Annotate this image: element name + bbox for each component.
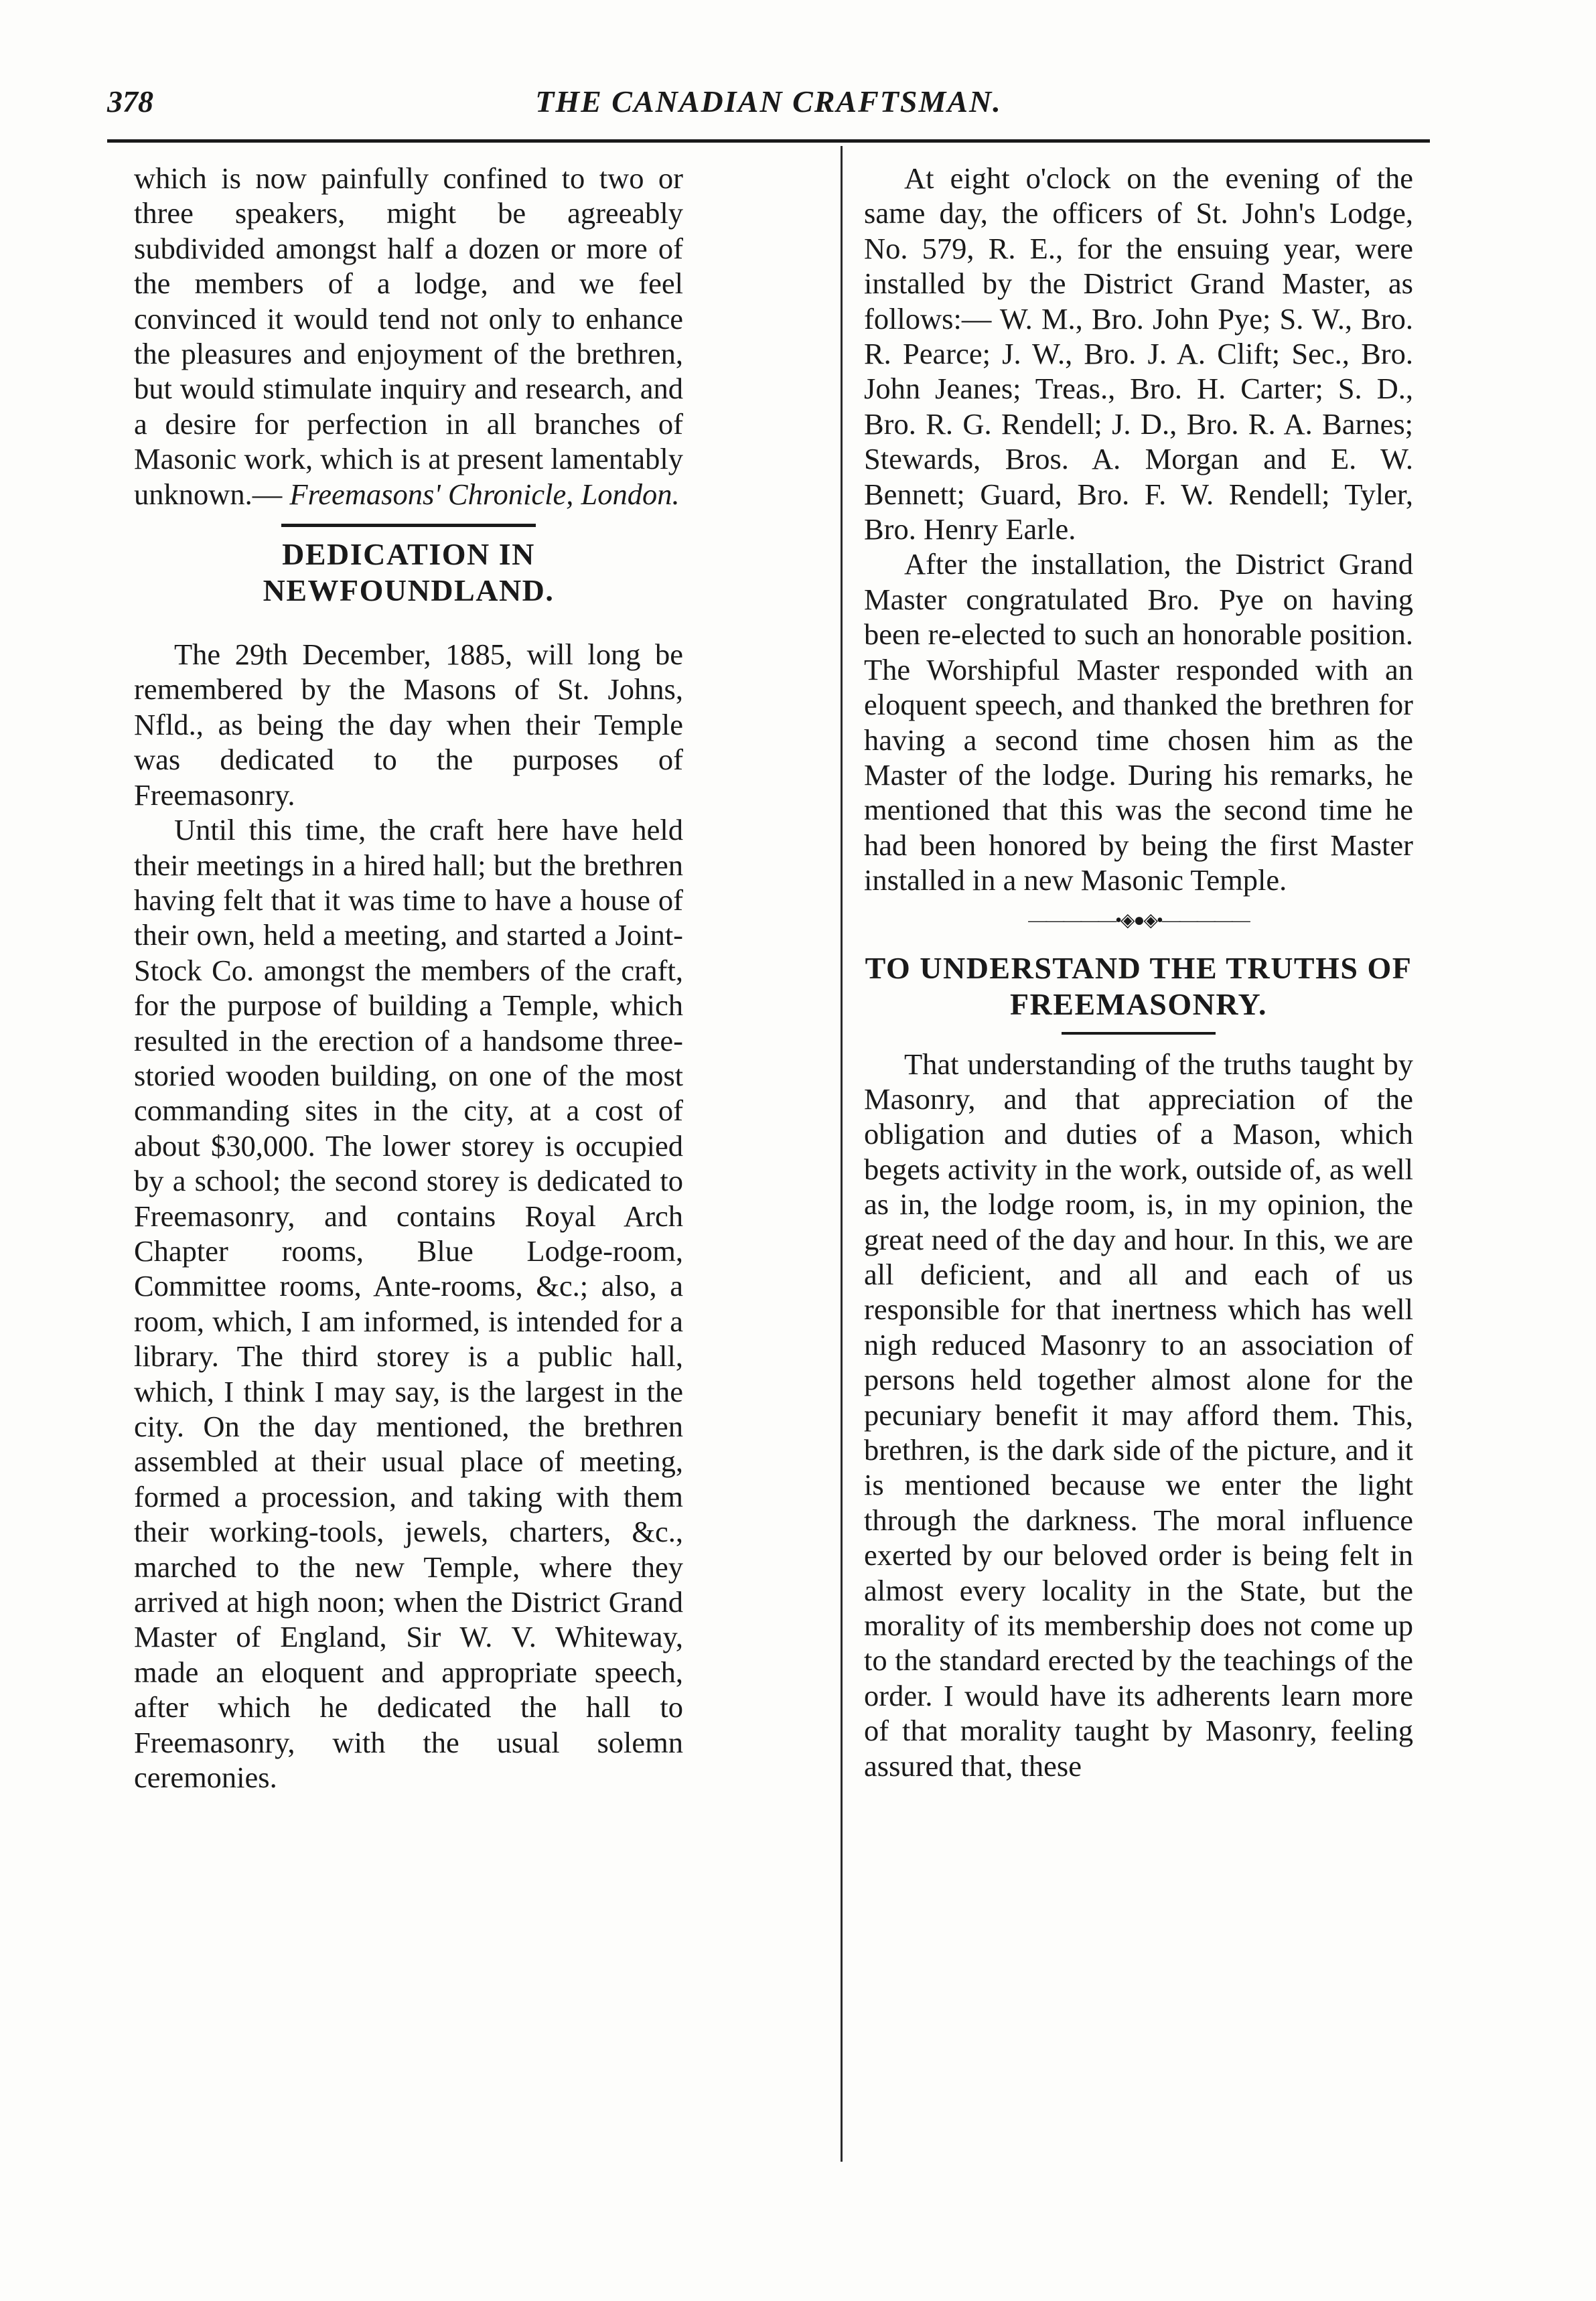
ornamental-divider: —————•◈●◈•————— <box>1028 911 1249 930</box>
ornament-spacer <box>864 937 1413 950</box>
article-heading-truths: TO UNDERSTAND THE TRUTHS OF FREEMASONRY. <box>865 950 1412 1021</box>
article-heading-dedication: DEDICATION IN NEWFOUNDLAND. <box>263 537 555 608</box>
article-paragraph: That understanding of the truths taught by Masonry, and that appreciation of the obligation and duties of a Mason, which begets activity in the work, outside of, as well as in, the lodge room, is, in my opinion, the great need of the day and hour. In this, we are all deficient, and all and each of us responsible for that inertness which has well nigh reduced Masonry to an association of persons held together almost alone for the pecuniary benefit it may afford them. This, brethren, is the dark side of the picture, and it is mentioned because we enter the light through the darkness. The moral influence exerted by our beloved order is being felt in almost every locality in the State, but the morality of its membership does not come up to the standard erected by the teachings of the order. I would have its adherents learn more of that morality taught by Masonry, feeling assured that, these <box>864 1047 1413 1783</box>
column-divider <box>841 146 843 2162</box>
left-column <box>134 161 683 1795</box>
header-rule <box>107 139 1430 143</box>
heading-underline-rule <box>1062 1032 1216 1035</box>
article-paragraph: After the installation, the District Grand Master congratulated Bro. Pye on having been re-elected to such an honorable position. The Worshipful Master responded with an eloquent speech, and thanked the brethren for having a second time chosen him as the Master of the lodge. During his remarks, he mentioned that this was the second time he had been honored by being the first Master installed in a new Masonic Temple. <box>864 547 1413 897</box>
article-paragraph: The 29th December, 1885, will long be remembered by the Masons of St. Johns, Nfld., as being the day when their Temple was dedicated to the purposes of Freemasonry. <box>134 638 683 812</box>
section-divider-rule <box>281 524 536 527</box>
source-attribution: Freemasons' Chronicle, London. <box>289 477 680 511</box>
right-column <box>864 161 1413 1783</box>
running-title: THE CANADIAN CRAFTSMAN. <box>535 84 1002 119</box>
continued-paragraph-text: which is now painfully confined to two or three speakers, might be agreeably subdivided amongst half a dozen or more of the members of a lodge, and we feel convinced it would tend not only to enhance the pleasures and enjoyment of the brethren, but would stimulate inquiry and research, and a desire for perfection in all branches of Masonic work, which is at present lamentably unknown.— <box>134 161 683 511</box>
article-paragraph: At eight o'clock on the evening of the same day, the officers of St. John's Lodge, No. 579, R. E., for the ensuing year, were installed by the District Grand Master, as follows:— W. M., Bro. John Pye; S. W., Bro. R. Pearce; J. W., Bro. J. A. Clift; Sec., Bro. John Jeanes; Treas., Bro. H. Carter; S. D., Bro. R. G. Rendell; J. D., Bro. R. A. Barnes; Stewards, Bros. A. Morgan and E. W. Bennett; Guard, Bro. F. W. Rendell; Tyler, Bro. Henry Earle. <box>864 161 1413 546</box>
article-paragraph: Until this time, the craft here have held their meetings in a hired hall; but the brethren having felt that it was time to have a house of their own, held a meeting, and started a Joint-Stock Co. amongst the members of the craft, for the purpose of building a Temple, which resulted in the erection of a handsome three-storied wooden building, on one of the most commanding sites in the city, at a cost of about $30,000. The lower storey is occupied by a school; the second storey is dedicated to Freemasonry, and contains Royal Arch Chapter rooms, Blue Lodge-room, Committee rooms, Ante-rooms, &c.; also, a room, which, I am informed, is intended for a library. The third storey is a public hall, which, I think I may say, is the largest in the city. On the day mentioned, the brethren assembled at their usual place of meeting, formed a procession, and taking with them their working-tools, jewels, charters, &c., marched to the new Temple, where they arrived at high noon; when the District Grand Master of England, Sir W. V. Whiteway, made an eloquent and appropriate speech, after which he dedicated the hall to Freemasonry, with the usual solemn ceremonies. <box>134 813 683 1795</box>
continued-paragraph <box>134 161 683 512</box>
page-header <box>107 84 1430 131</box>
heading-spacer <box>134 609 683 637</box>
page-number: 378 <box>107 84 153 119</box>
